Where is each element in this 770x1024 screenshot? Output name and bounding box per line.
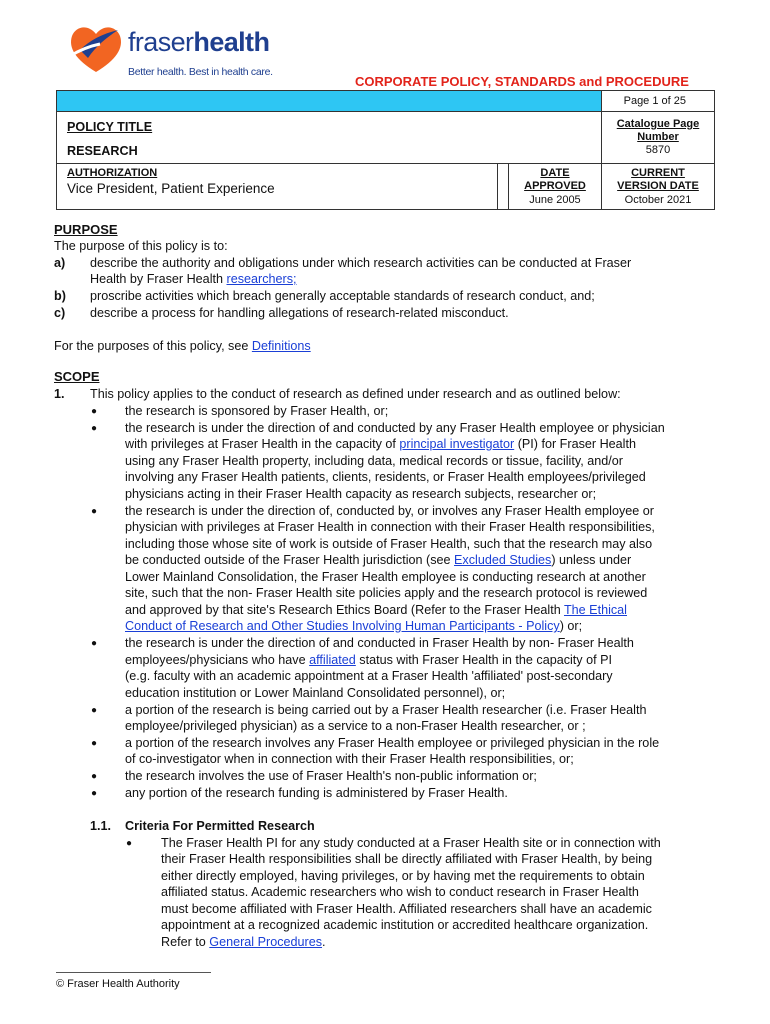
researchers-link[interactable]: researchers;	[226, 272, 297, 286]
text-part: and approved by that site's Research Ethics Board (Refer to the Fraser Health	[125, 603, 564, 617]
scope-bullet-text	[125, 436, 636, 453]
text-part: (PI) for Fraser Health	[514, 437, 636, 451]
purpose-item-text: describe the authority and obligations under which research activities can be conducted at Fraser	[90, 256, 632, 270]
scope-bullet-text: physicians acting in their Fraser Health capacity as research subjects, researcher or;	[125, 487, 597, 501]
criteria-text: either directly employed, having privileges, or by having met the requirements to obtain	[161, 869, 645, 883]
scope-bullet-text	[125, 602, 627, 619]
criteria-number: 1.1.	[90, 819, 112, 833]
purpose-item-label: b)	[54, 289, 66, 303]
criteria-text: affiliated status. Academic researchers who wish to conduct research in Fraser Health	[161, 885, 639, 899]
date-approved: June 2005	[529, 194, 581, 206]
brand-tagline: Better health. Best in health care.	[128, 66, 273, 78]
purpose-item-text: describe a process for handling allegations of research-related misconduct.	[90, 306, 509, 320]
brand-name-bold: health	[193, 27, 270, 57]
policy-title: RESEARCH	[67, 144, 138, 158]
authorization-cell	[57, 164, 498, 210]
policy-title-cell	[57, 112, 602, 164]
ethical-conduct-link-cont[interactable]: Conduct of Research and Other Studies Involving Human Participants - Policy	[125, 619, 560, 633]
scope-bullet-text: of co-investigator when in connection with their Fraser Health responsibilities, or;	[125, 752, 574, 766]
criteria-text: must become affiliated with Fraser Health. Affiliated researchers shall have an academic	[161, 902, 652, 916]
definitions-link[interactable]: Definitions	[251, 339, 311, 353]
bullet-icon: ●	[91, 788, 98, 799]
scope-item-text: This policy applies to the conduct of research as defined under research and as outlined below:	[90, 387, 621, 401]
criteria-text: their Fraser Health responsibilities shall be directly affiliated with Fraser Health, by being	[161, 852, 653, 866]
heart-logo-icon	[66, 20, 130, 80]
affiliated-link[interactable]: affiliated	[309, 653, 356, 667]
brand-name-light: fraser	[128, 27, 194, 57]
ethical-conduct-link[interactable]: The Ethical	[563, 603, 627, 617]
scope-bullet-text	[125, 652, 612, 669]
bullet-icon: ●	[91, 406, 98, 417]
scope-bullet-text: site, such that the non- Fraser Health site policies apply and the research protocol is reviewed	[125, 586, 648, 600]
policy-title-label: POLICY TITLE	[67, 120, 153, 134]
brand-name	[128, 27, 269, 58]
criteria-text: appointment at a recognized academic institution or accredited healthcare organization.	[161, 918, 649, 932]
spacer-cell	[498, 164, 509, 210]
scope-bullet-text: the research is under the direction of, conducted by, or involves any Fraser Health employee or	[125, 504, 654, 518]
criteria-text: The Fraser Health PI for any study conducted at a Fraser Health site or in connection with	[161, 836, 661, 850]
footer-divider	[56, 972, 211, 973]
text-part: ) or;	[559, 619, 583, 633]
scope-bullet-text: the research is under the direction of and conducted in Fraser Health by non- Fraser Health	[125, 636, 634, 650]
purpose-item-label: c)	[54, 306, 66, 320]
text-part: employees/physicians who have	[125, 653, 310, 667]
scope-bullet-text: a portion of the research is being carried out by a Fraser Health researcher (i.e. Fraser Health	[125, 703, 647, 717]
bullet-icon: ●	[91, 638, 98, 649]
scope-bullet-text: any portion of the research funding is administered by Fraser Health.	[125, 786, 508, 800]
scope-bullet-text: education institution or Lower Mainland Consolidated personnel), or;	[125, 686, 506, 700]
authorization-label: AUTHORIZATION	[67, 167, 158, 179]
scope-bullet-text: the research is under the direction of and conducted by any Fraser Health employee or physician	[125, 421, 665, 435]
bullet-icon: ●	[91, 423, 98, 434]
policy-header-table	[56, 90, 715, 210]
current-version-label: CURRENT VERSION DATE	[617, 167, 699, 192]
text-part: status with Fraser Health in the capacity of PI	[355, 653, 612, 667]
text-part: ) unless under	[551, 553, 632, 567]
footer-copyright: © Fraser Health Authority	[56, 978, 180, 990]
scope-bullet-text: (e.g. faculty with an academic appointment at a Fraser Health 'affiliated' post-secondary	[125, 669, 613, 683]
scope-bullet-text	[125, 552, 631, 569]
current-version-cell	[602, 164, 715, 210]
criteria-title: Criteria For Permitted Research	[125, 819, 315, 833]
text-part: with privileges at Fraser Health in the capacity of	[125, 437, 400, 451]
scope-bullet-text: the research is sponsored by Fraser Health, or;	[125, 404, 389, 418]
scope-bullet-text: involving any Fraser Health patients, clients, residents, or Fraser Health employees/privileged	[125, 470, 646, 484]
date-approved-cell	[509, 164, 602, 210]
authorization-value: Vice President, Patient Experience	[67, 181, 275, 196]
scope-bullet-text	[125, 618, 582, 635]
bullet-icon: ●	[91, 738, 98, 749]
catalogue-label: Catalogue Page Number	[616, 118, 700, 143]
bullet-icon: ●	[91, 705, 98, 716]
bullet-icon: ●	[91, 506, 98, 517]
criteria-text	[161, 934, 326, 951]
scope-bullet-text: a portion of the research involves any Fraser Health employee or privileged physician in the role	[125, 736, 660, 750]
purpose-item-text: proscribe activities which breach generally acceptable standards of research conduct, and;	[90, 289, 595, 303]
page-indicator: Page 1 of 25	[602, 91, 715, 112]
text-part: .	[322, 935, 326, 949]
bullet-icon: ●	[91, 771, 98, 782]
current-version: October 2021	[624, 194, 692, 206]
catalogue-cell	[602, 112, 715, 164]
purpose-item-text-part: Health by Fraser Health	[90, 272, 227, 286]
purpose-item-label: a)	[54, 256, 66, 270]
excluded-studies-link[interactable]: Excluded Studies	[454, 553, 552, 567]
catalogue-number: 5870	[645, 144, 671, 156]
scope-bullet-text: the research involves the use of Fraser Health's non-public information or;	[125, 769, 537, 783]
scope-bullet-text: using any Fraser Health property, including data, medical records or tissue, facility, and/or	[125, 454, 623, 468]
date-approved-label: DATE APPROVED	[524, 167, 586, 192]
scope-bullet-text: physician with privileges at Fraser Health in connection with their Fraser Health responsibilities,	[125, 520, 655, 534]
cyan-header-bar	[57, 91, 602, 112]
principal-investigator-link[interactable]: principal investigator	[399, 437, 515, 451]
text-part: Refer to	[161, 935, 210, 949]
scope-bullet-text: Lower Mainland Consolidation, the Fraser Health employee is conducting research at another	[125, 570, 646, 584]
corporate-title: CORPORATE POLICY, STANDARDS and PROCEDURE	[355, 74, 689, 89]
general-procedures-link[interactable]: General Procedures	[209, 935, 323, 949]
definitions-prefix: For the purposes of this policy, see	[54, 339, 252, 353]
purpose-item-text-cont	[90, 271, 297, 288]
scope-heading: SCOPE	[54, 369, 100, 384]
scope-bullet-text: including those whose site of work is outside of Fraser Health, such that the research may also	[125, 537, 653, 551]
text-part: be conducted outside of the Fraser Health jurisdiction (see	[125, 553, 455, 567]
scope-item-label: 1.	[54, 387, 65, 401]
purpose-heading: PURPOSE	[54, 222, 118, 237]
definitions-line	[54, 338, 311, 355]
purpose-intro: The purpose of this policy is to:	[54, 239, 228, 253]
bullet-icon: ●	[126, 838, 133, 849]
scope-bullet-text: employee/privileged physician) as a service to a non-Fraser Health researcher, or ;	[125, 719, 586, 733]
